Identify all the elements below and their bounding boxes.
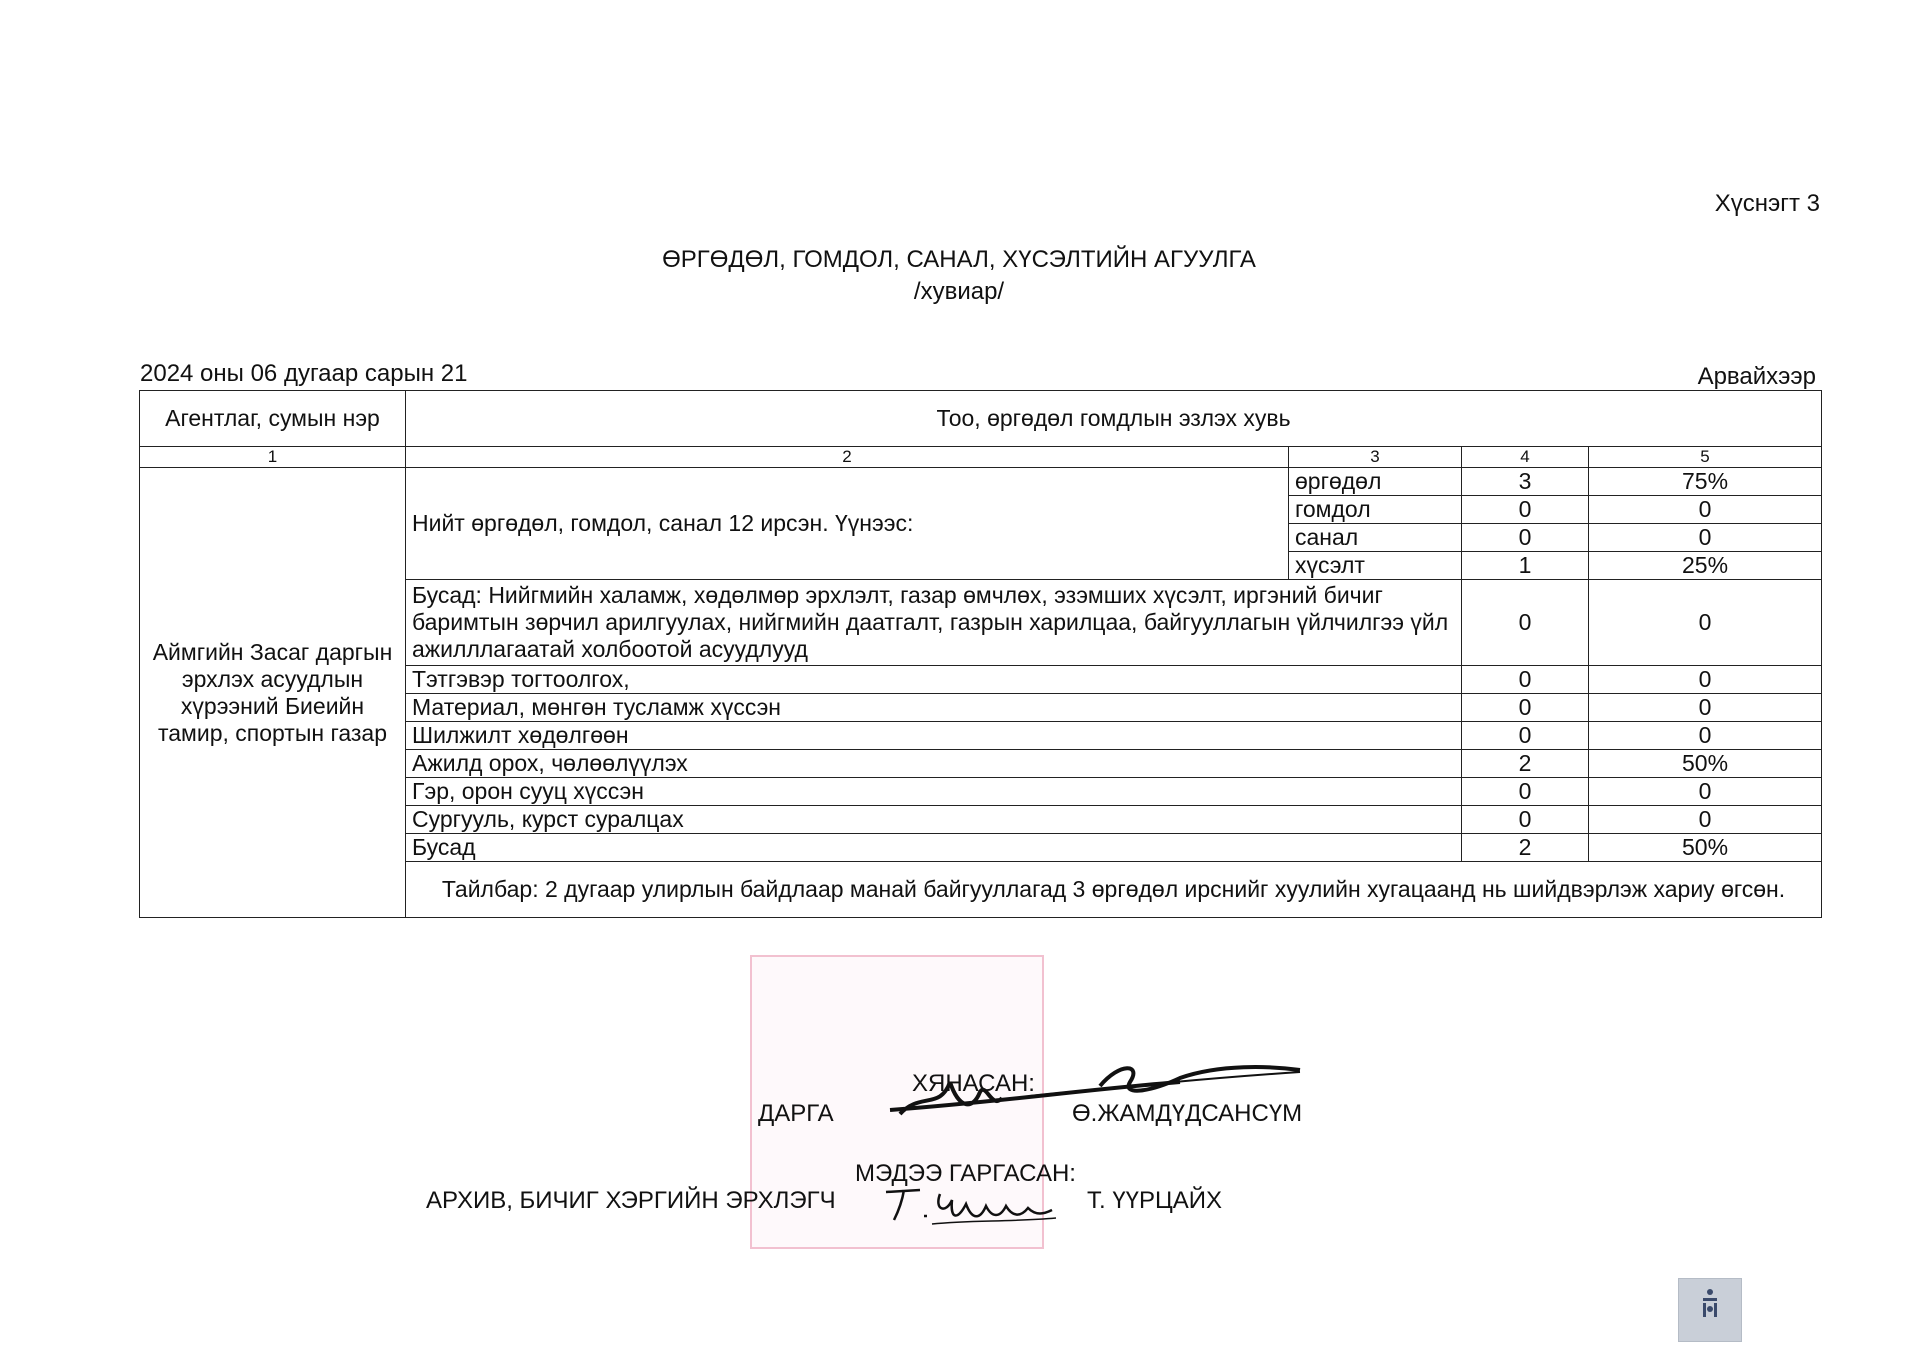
topic-label: Материал, мөнгөн тусламж хүссэн [406,694,1462,722]
topic-count: 0 [1462,580,1589,666]
appendix-label: Хүснэгт 3 [1714,190,1820,217]
prepared-label: МЭДЭЭ ГАРГАСАН: [855,1160,1076,1187]
breakdown-count: 3 [1462,468,1589,496]
col-number-1: 1 [140,447,406,468]
reviewed-label: ХЯНАСАН: [912,1070,1035,1097]
breakdown-percent: 0 [1589,496,1822,524]
topic-label: Гэр, орон сууц хүссэн [406,778,1462,806]
topic-percent: 0 [1589,580,1822,666]
topic-label: Бусад: Нийгмийн халамж, хөдөлмөр эрхлэлт, газар өмчлөх, эзэмших хүсэлт, иргэний бичиг баримтын зөрчил арилгуулах, нийгмийн даатгалт, газрын харилцаа, байгууллагын үйлчилгээ үйл ажилллагаатай холбоотой асуудлууд [406,580,1462,666]
topic-label: Тэтгэвэр тогтоолгох, [406,666,1462,694]
col-number-2: 2 [406,447,1289,468]
topic-count: 0 [1462,806,1589,834]
topic-percent: 0 [1589,806,1822,834]
topic-label: Ажилд орох, чөлөөлүүлэх [406,750,1462,778]
breakdown-type: хүсэлт [1289,552,1462,580]
document-place: Арвайхээр [1697,363,1816,390]
topic-count: 0 [1462,694,1589,722]
topic-count: 2 [1462,750,1589,778]
breakdown-type: санал [1289,524,1462,552]
director-title: ДАРГА [758,1100,834,1127]
breakdown-count: 1 [1462,552,1589,580]
agency-name: Аймгийн Засаг даргын эрхлэх асуудлын хүрээний Биеийн тамир, спортын газар [140,468,406,918]
breakdown-count: 0 [1462,524,1589,552]
director-signature [880,1052,1310,1132]
document-subtitle: /хувиар/ [913,278,1005,305]
table-row [140,468,1822,496]
topic-count: 2 [1462,834,1589,862]
topic-percent: 0 [1589,666,1822,694]
col-number-5: 5 [1589,447,1822,468]
topic-label: Шилжилт хөдөлгөөн [406,722,1462,750]
topic-count: 0 [1462,722,1589,750]
breakdown-type: гомдол [1289,496,1462,524]
topic-count: 0 [1462,666,1589,694]
topic-percent: 50% [1589,834,1822,862]
topic-label: Сургууль, курст суралцах [406,806,1462,834]
table-header-row [140,391,1822,447]
note-text: Тайлбар: 2 дугаар улирлын байдлаар манай байгууллагад 3 өргөдөл ирснийг хуулийн хугацаанд нь шийдвэрлэж хариу өгсөн. [406,862,1822,918]
breakdown-count: 0 [1462,496,1589,524]
director-name: Ө.ЖАМДҮДСАНСҮМ [1072,1100,1303,1127]
archivist-title: АРХИВ, БИЧИГ ХЭРГИЙН ЭРХЛЭГЧ [426,1187,836,1214]
topic-label: Бусад [406,834,1462,862]
topic-percent: 0 [1589,722,1822,750]
header-agency: Агентлаг, сумын нэр [140,391,406,447]
breakdown-percent: 75% [1589,468,1822,496]
column-number-row [140,447,1822,468]
government-logo-icon [1678,1278,1742,1342]
topic-percent: 0 [1589,694,1822,722]
header-main: Тоо, өргөдөл гомдлын эзлэх хувь [406,391,1822,447]
col-number-4: 4 [1462,447,1589,468]
col-number-3: 3 [1289,447,1462,468]
archivist-signature [880,1180,1060,1230]
topic-percent: 0 [1589,778,1822,806]
topic-count: 0 [1462,778,1589,806]
breakdown-percent: 25% [1589,552,1822,580]
document-title: ӨРГӨДӨЛ, ГОМДОЛ, САНАЛ, ХҮСЭЛТИЙН АГУУЛГА [662,246,1256,273]
topic-percent: 50% [1589,750,1822,778]
complaints-table [139,390,1822,918]
document-date: 2024 оны 06 дугаар сарын 21 [140,360,468,387]
breakdown-percent: 0 [1589,524,1822,552]
archivist-name: Т. ҮҮРЦАЙХ [1087,1187,1223,1214]
breakdown-type: өргөдөл [1289,468,1462,496]
total-text: Нийт өргөдөл, гомдол, санал 12 ирсэн. Үүнээс: [406,468,1289,580]
